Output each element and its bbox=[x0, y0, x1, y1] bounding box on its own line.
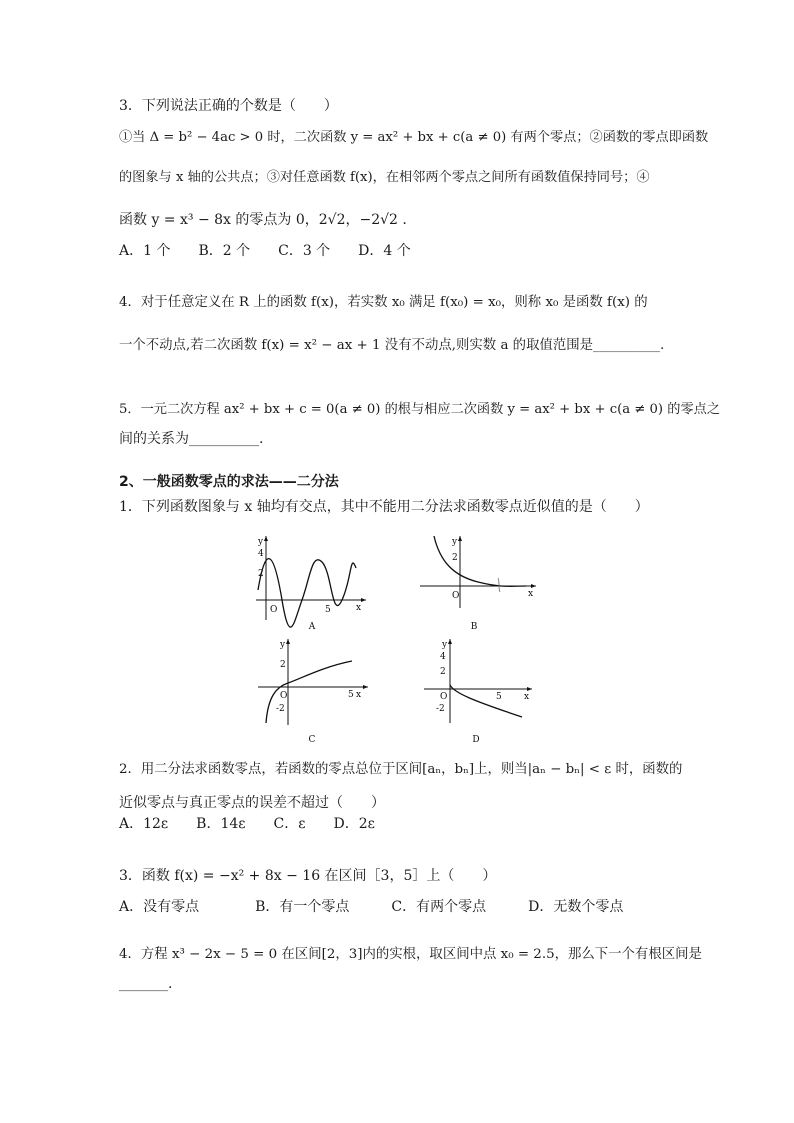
graph-d-y-label: y bbox=[442, 640, 448, 650]
s2-question-1-stem: 1．下列函数图象与 x 轴均有交点，其中不能用二分法求函数零点近似值的是（ ） bbox=[119, 499, 649, 515]
s2-question-3-options: A．没有零点 B．有一个零点 C．有两个零点 D．无数个零点 bbox=[119, 899, 624, 915]
graph-d-origin: O bbox=[440, 692, 448, 702]
graph-b-origin: O bbox=[452, 591, 460, 601]
graph-a-y-arrow bbox=[264, 536, 268, 541]
graph-b bbox=[416, 532, 540, 632]
graph-c-caption: C bbox=[308, 735, 316, 745]
graph-c-x-label: x bbox=[356, 690, 362, 700]
graph-d-x-arrow bbox=[527, 687, 532, 691]
graph-d bbox=[418, 635, 542, 747]
graph-a-origin: O bbox=[270, 605, 278, 615]
s2-question-4-line-1: 4．方程 x³ − 2x − 5 = 0 在区间[2，3]内的实根，取区间中点 x₀ = 2.5，那么下一个有根区间是 bbox=[119, 947, 702, 962]
graph-c bbox=[252, 635, 376, 747]
graph-d-curve bbox=[450, 685, 522, 717]
graph-d-tick-neg2: -2 bbox=[436, 704, 445, 714]
section-2-title: 2、一般函数零点的求法——二分法 bbox=[119, 474, 339, 490]
graph-c-tick-neg2: -2 bbox=[276, 704, 285, 714]
graph-a-curve bbox=[258, 559, 356, 627]
graph-c-tick-5: 5 bbox=[348, 690, 354, 700]
question-5-line-2: 间的关系为__________. bbox=[119, 431, 264, 447]
question-3-line-3: 的图象与 x 轴的公共点；③对任意函数 f(x)，在相邻两个零点之间所有函数值保持同号；④ bbox=[119, 170, 650, 185]
s2-question-2-line-1: 2．用二分法求函数零点，若函数的零点总位于区间[aₙ，bₙ]上，则当|aₙ − bₙ| < ε 时，函数的 bbox=[119, 762, 683, 777]
graph-d-x-label: x bbox=[524, 692, 530, 702]
question-3-line-2: ①当 Δ = b² − 4ac > 0 时，二次函数 y = ax² + bx + c(a ≠ 0) 有两个零点；②函数的零点即函数 bbox=[119, 130, 709, 145]
graph-b-mark bbox=[498, 578, 500, 592]
graph-a-caption: A bbox=[308, 622, 316, 632]
graph-c-origin: O bbox=[280, 691, 288, 701]
s2-question-2-options: A．12ε B．14ε C．ε D．2ε bbox=[119, 816, 375, 832]
graph-b-caption: B bbox=[470, 622, 478, 632]
question-3-options: A．1 个 B．2 个 C．3 个 D．4 个 bbox=[119, 243, 411, 259]
graph-d-tick-4: 4 bbox=[440, 652, 446, 662]
question-3-stem: 3．下列说法正确的个数是（ ） bbox=[119, 98, 338, 114]
graph-c-tick-2: 2 bbox=[280, 660, 286, 670]
graph-d-tick-2: 2 bbox=[440, 667, 446, 677]
s2-question-3-stem: 3．函数 f(x) = −x² + 8x − 16 在区间［3，5］上（ ） bbox=[119, 868, 497, 884]
graph-a-tick-4: 4 bbox=[258, 549, 264, 559]
question-4-line-2: 一个不动点,若二次函数 f(x) = x² − ax + 1 没有不动点,则实数 a 的取值范围是__________. bbox=[119, 338, 665, 353]
graph-b-tick-2: 2 bbox=[452, 553, 458, 563]
question-4-line-1: 4．对于任意定义在 R 上的函数 f(x)，若实数 x₀ 满足 f(x₀) = x₀，则称 x₀ 是函数 f(x) 的 bbox=[119, 295, 648, 310]
graph-b-y-arrow bbox=[458, 536, 462, 541]
question-3-line-4: 函数 y = x³ − 8x 的零点为 0，2√2，−2√2 . bbox=[119, 212, 407, 228]
graph-a-y-label: y bbox=[258, 537, 264, 547]
graph-b-curve bbox=[434, 536, 526, 586]
graph-c-x-arrow bbox=[363, 685, 368, 689]
graph-a-x-label: x bbox=[356, 603, 362, 613]
graph-a-tick-2: 2 bbox=[258, 569, 264, 579]
graph-a-tick-5: 5 bbox=[325, 605, 331, 615]
graph-a-x-arrow bbox=[361, 598, 366, 602]
graph-c-y-arrow bbox=[286, 639, 290, 644]
graph-b-y-label: y bbox=[452, 537, 458, 547]
s2-question-4-line-2: _______. bbox=[119, 976, 173, 992]
s2-question-2-line-2: 近似零点与真正零点的误差不超过（ ） bbox=[119, 795, 385, 811]
graph-d-y-arrow bbox=[448, 639, 452, 644]
graph-d-caption: D bbox=[472, 735, 480, 745]
graph-a bbox=[252, 532, 372, 632]
graph-d-tick-5: 5 bbox=[496, 692, 502, 702]
graph-b-x-label: x bbox=[528, 589, 534, 599]
question-5-line-1: 5．一元二次方程 ax² + bx + c = 0(a ≠ 0) 的根与相应二次函数 y = ax² + bx + c(a ≠ 0) 的零点之 bbox=[119, 402, 721, 417]
graph-c-y-label: y bbox=[280, 640, 286, 650]
graph-b-x-arrow bbox=[531, 584, 536, 588]
